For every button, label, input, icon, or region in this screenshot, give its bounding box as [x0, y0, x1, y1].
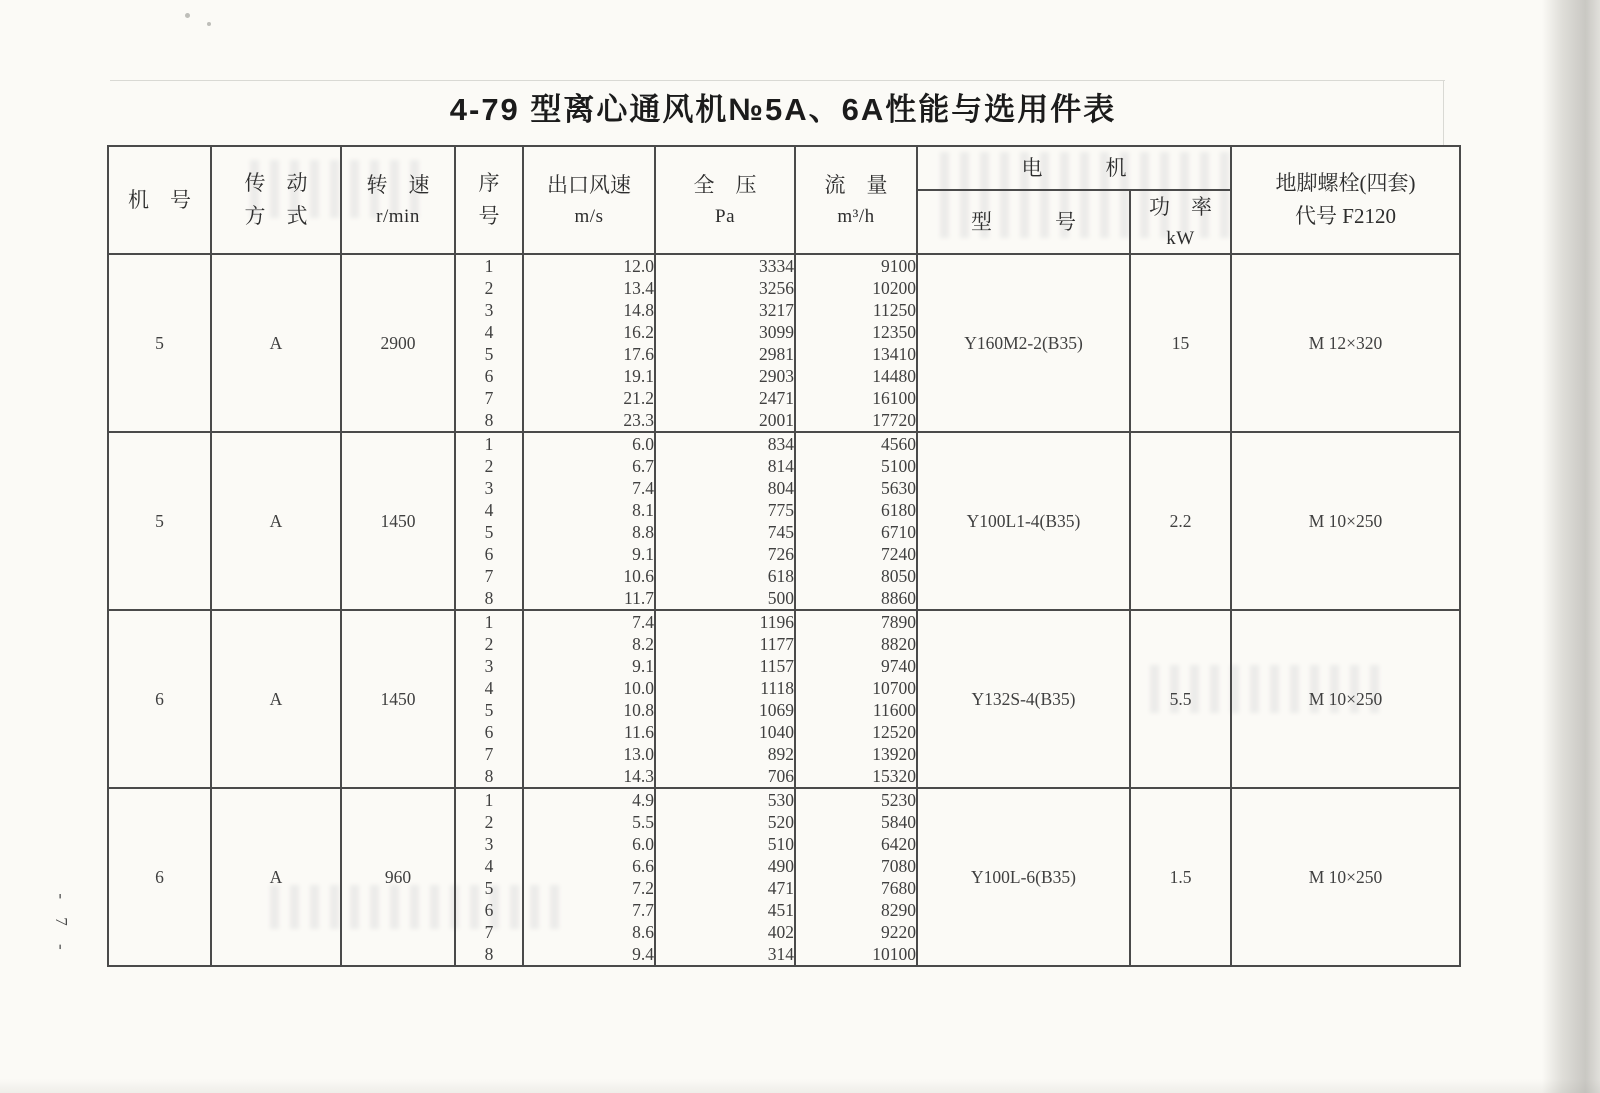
seq-cell: 3: [455, 299, 523, 321]
col-header-bolt: [1231, 146, 1460, 254]
header-label: 号: [478, 203, 500, 228]
drive-type-cell: A: [211, 254, 341, 432]
col-header-motor-model: [917, 190, 1130, 254]
pressure-cell: 834: [655, 432, 795, 455]
data-row: [108, 432, 1460, 455]
flow-cell: 9740: [795, 655, 917, 677]
pressure-cell: 471: [655, 877, 795, 899]
seq-cell: 4: [455, 321, 523, 343]
flow-cell: 17720: [795, 409, 917, 432]
rotation-speed-cell: 2900: [341, 254, 455, 432]
pressure-cell: 451: [655, 899, 795, 921]
seq-cell: 1: [455, 610, 523, 633]
seq-cell: 2: [455, 633, 523, 655]
pressure-cell: 814: [655, 455, 795, 477]
rotation-speed-cell: 1450: [341, 610, 455, 788]
seq-cell: 1: [455, 788, 523, 811]
anchor-bolt-cell: M 12×320: [1231, 254, 1460, 432]
flow-cell: 12520: [795, 721, 917, 743]
outlet-speed-cell: 4.9: [523, 788, 655, 811]
header-label: 电 机: [1021, 155, 1127, 180]
pressure-cell: 775: [655, 499, 795, 521]
pressure-cell: 3256: [655, 277, 795, 299]
pressure-cell: 2001: [655, 409, 795, 432]
outlet-speed-cell: 7.2: [523, 877, 655, 899]
flow-cell: 7890: [795, 610, 917, 633]
flow-cell: 5840: [795, 811, 917, 833]
outlet-speed-cell: 6.6: [523, 855, 655, 877]
anchor-bolt-cell: M 10×250: [1231, 432, 1460, 610]
table-header: [108, 146, 1460, 254]
table-body: [108, 254, 1460, 966]
pressure-cell: 1118: [655, 677, 795, 699]
seq-cell: 5: [455, 877, 523, 899]
flow-cell: 7240: [795, 543, 917, 565]
page-number: - 7 -: [52, 893, 71, 957]
col-header-pressure: [655, 146, 795, 254]
header-label: 地脚螺栓(四套): [1275, 171, 1416, 196]
machine-no-cell: 6: [108, 610, 211, 788]
pressure-cell: 804: [655, 477, 795, 499]
drive-type-cell: A: [211, 432, 341, 610]
motor-power-cell: 1.5: [1130, 788, 1231, 966]
page-bottom-shadow: [0, 1079, 1600, 1093]
flow-cell: 9220: [795, 921, 917, 943]
pressure-cell: 706: [655, 765, 795, 788]
data-row: [108, 254, 1460, 277]
pressure-cell: 1157: [655, 655, 795, 677]
motor-power-cell: 2.2: [1130, 432, 1231, 610]
pressure-cell: 2903: [655, 365, 795, 387]
seq-cell: 5: [455, 699, 523, 721]
outlet-speed-cell: 8.8: [523, 521, 655, 543]
seq-cell: 5: [455, 343, 523, 365]
outlet-speed-cell: 13.0: [523, 743, 655, 765]
scan-speck: [185, 13, 190, 18]
col-header-motor: [917, 146, 1231, 190]
flow-cell: 14480: [795, 365, 917, 387]
seq-cell: 6: [455, 721, 523, 743]
seq-cell: 3: [455, 477, 523, 499]
flow-cell: 8290: [795, 899, 917, 921]
outlet-speed-cell: 5.5: [523, 811, 655, 833]
seq-cell: 8: [455, 409, 523, 432]
fan-spec-table: [107, 145, 1461, 967]
flow-cell: 8860: [795, 587, 917, 610]
outlet-speed-cell: 13.4: [523, 277, 655, 299]
drive-type-cell: A: [211, 610, 341, 788]
motor-model-cell: Y132S-4(B35): [917, 610, 1130, 788]
header-label: 全 压: [693, 173, 757, 197]
outlet-speed-cell: 16.2: [523, 321, 655, 343]
flow-cell: 9100: [795, 254, 917, 277]
pressure-cell: 1196: [655, 610, 795, 633]
flow-cell: 5630: [795, 477, 917, 499]
seq-cell: 7: [455, 565, 523, 587]
seq-cell: 4: [455, 499, 523, 521]
seq-cell: 4: [455, 855, 523, 877]
seq-cell: 8: [455, 943, 523, 966]
pressure-cell: 520: [655, 811, 795, 833]
seq-cell: 6: [455, 543, 523, 565]
outlet-speed-cell: 19.1: [523, 365, 655, 387]
flow-cell: 6420: [795, 833, 917, 855]
motor-model-cell: Y160M2-2(B35): [917, 254, 1130, 432]
pressure-cell: 510: [655, 833, 795, 855]
outlet-speed-cell: 10.8: [523, 699, 655, 721]
pressure-cell: 3217: [655, 299, 795, 321]
col-header-machine-no: [108, 146, 211, 254]
header-unit: m/s: [574, 205, 604, 227]
flow-cell: 5230: [795, 788, 917, 811]
outlet-speed-cell: 8.6: [523, 921, 655, 943]
pressure-cell: 745: [655, 521, 795, 543]
flow-cell: 13920: [795, 743, 917, 765]
pressure-cell: 2471: [655, 387, 795, 409]
pressure-cell: 402: [655, 921, 795, 943]
flow-cell: 10100: [795, 943, 917, 966]
seq-cell: 7: [455, 921, 523, 943]
header-label: 功 率: [1149, 195, 1212, 219]
flow-cell: 12350: [795, 321, 917, 343]
outlet-speed-cell: 8.1: [523, 499, 655, 521]
machine-no-cell: 5: [108, 432, 211, 610]
seq-cell: 3: [455, 833, 523, 855]
pressure-cell: 3334: [655, 254, 795, 277]
flow-cell: 11250: [795, 299, 917, 321]
bleedthrough-line: [110, 80, 1445, 81]
col-header-seq: [455, 146, 523, 254]
data-row: [108, 788, 1460, 811]
pressure-cell: 726: [655, 543, 795, 565]
seq-cell: 3: [455, 655, 523, 677]
seq-cell: 4: [455, 677, 523, 699]
header-label: 传 动: [244, 171, 308, 196]
rotation-speed-cell: 960: [341, 788, 455, 966]
outlet-speed-cell: 14.3: [523, 765, 655, 788]
header-label: 方 式: [244, 203, 308, 228]
rotation-speed-cell: 1450: [341, 432, 455, 610]
header-unit: kW: [1166, 227, 1195, 249]
flow-cell: 5100: [795, 455, 917, 477]
outlet-speed-cell: 10.0: [523, 677, 655, 699]
flow-cell: 6180: [795, 499, 917, 521]
seq-cell: 6: [455, 365, 523, 387]
seq-cell: 5: [455, 521, 523, 543]
flow-cell: 15320: [795, 765, 917, 788]
data-row: [108, 610, 1460, 633]
header-label: 机 号: [128, 187, 191, 212]
seq-cell: 1: [455, 432, 523, 455]
outlet-speed-cell: 7.4: [523, 477, 655, 499]
flow-cell: 13410: [795, 343, 917, 365]
pressure-cell: 500: [655, 587, 795, 610]
pressure-cell: 3099: [655, 321, 795, 343]
col-header-drive: [211, 146, 341, 254]
flow-cell: 4560: [795, 432, 917, 455]
col-header-motor-power: [1130, 190, 1231, 254]
seq-cell: 2: [455, 811, 523, 833]
outlet-speed-cell: 6.0: [523, 432, 655, 455]
header-label: 出口风速: [547, 173, 631, 197]
flow-cell: 8820: [795, 633, 917, 655]
seq-cell: 2: [455, 277, 523, 299]
seq-cell: 8: [455, 587, 523, 610]
anchor-bolt-cell: M 10×250: [1231, 610, 1460, 788]
machine-no-cell: 6: [108, 788, 211, 966]
scan-speck: [207, 22, 211, 26]
anchor-bolt-cell: M 10×250: [1231, 788, 1460, 966]
motor-power-cell: 5.5: [1130, 610, 1231, 788]
header-label: 型 号: [971, 209, 1076, 234]
pressure-cell: 490: [655, 855, 795, 877]
outlet-speed-cell: 6.7: [523, 455, 655, 477]
flow-cell: 10200: [795, 277, 917, 299]
flow-cell: 10700: [795, 677, 917, 699]
outlet-speed-cell: 17.6: [523, 343, 655, 365]
header-unit: r/min: [376, 205, 420, 227]
flow-cell: 6710: [795, 521, 917, 543]
outlet-speed-cell: 9.1: [523, 543, 655, 565]
col-header-speed: [341, 146, 455, 254]
flow-cell: 7680: [795, 877, 917, 899]
col-header-outlet-speed: [523, 146, 655, 254]
outlet-speed-cell: 7.4: [523, 610, 655, 633]
seq-cell: 7: [455, 743, 523, 765]
seq-cell: 1: [455, 254, 523, 277]
flow-cell: 8050: [795, 565, 917, 587]
motor-model-cell: Y100L1-4(B35): [917, 432, 1130, 610]
pressure-cell: 892: [655, 743, 795, 765]
pressure-cell: 618: [655, 565, 795, 587]
header-label: 转 速: [366, 173, 430, 197]
motor-power-cell: 15: [1130, 254, 1231, 432]
header-label: 代号 F2120: [1295, 203, 1396, 228]
seq-cell: 6: [455, 899, 523, 921]
pressure-cell: 1177: [655, 633, 795, 655]
outlet-speed-cell: 9.4: [523, 943, 655, 966]
pressure-cell: 1040: [655, 721, 795, 743]
outlet-speed-cell: 23.3: [523, 409, 655, 432]
seq-cell: 2: [455, 455, 523, 477]
page-edge-shadow: [1542, 0, 1600, 1093]
flow-cell: 16100: [795, 387, 917, 409]
outlet-speed-cell: 11.6: [523, 721, 655, 743]
outlet-speed-cell: 9.1: [523, 655, 655, 677]
header-label: 流 量: [824, 173, 888, 197]
flow-cell: 7080: [795, 855, 917, 877]
drive-type-cell: A: [211, 788, 341, 966]
header-label: 序: [478, 171, 500, 196]
pressure-cell: 530: [655, 788, 795, 811]
header-row-1: [108, 146, 1460, 190]
pressure-cell: 314: [655, 943, 795, 966]
pressure-cell: 1069: [655, 699, 795, 721]
page-title: 4-79 型离心通风机№5A、6A性能与选用件表: [449, 92, 1117, 127]
outlet-speed-cell: 8.2: [523, 633, 655, 655]
pressure-cell: 2981: [655, 343, 795, 365]
outlet-speed-cell: 11.7: [523, 587, 655, 610]
header-unit: m³/h: [837, 205, 875, 227]
outlet-speed-cell: 6.0: [523, 833, 655, 855]
outlet-speed-cell: 7.7: [523, 899, 655, 921]
machine-no-cell: 5: [108, 254, 211, 432]
outlet-speed-cell: 10.6: [523, 565, 655, 587]
seq-cell: 8: [455, 765, 523, 788]
seq-cell: 7: [455, 387, 523, 409]
col-header-flow: [795, 146, 917, 254]
motor-model-cell: Y100L-6(B35): [917, 788, 1130, 966]
outlet-speed-cell: 14.8: [523, 299, 655, 321]
flow-cell: 11600: [795, 699, 917, 721]
outlet-speed-cell: 12.0: [523, 254, 655, 277]
outlet-speed-cell: 21.2: [523, 387, 655, 409]
header-unit: Pa: [715, 205, 735, 227]
